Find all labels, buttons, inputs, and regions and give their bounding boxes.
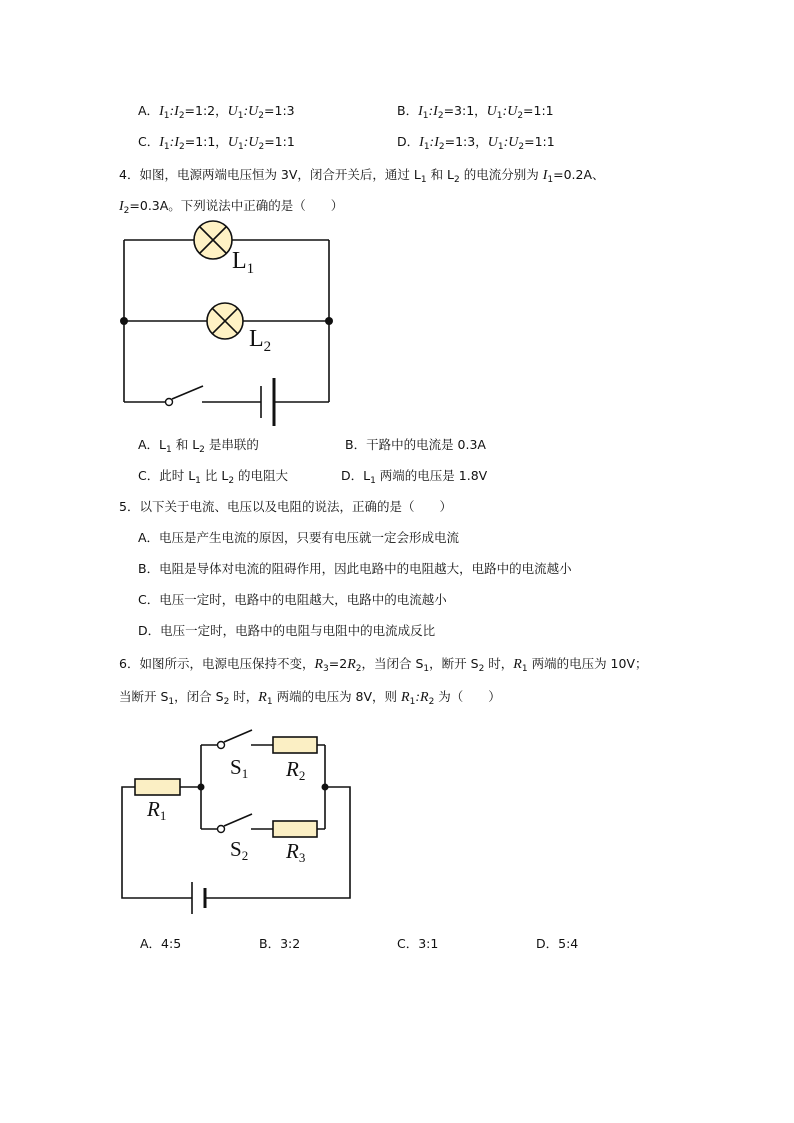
resistor-r1-label: R1 <box>147 797 167 823</box>
q5-option-d: D．电压一定时，电路中的电阻与电阻中的电流成反比 <box>138 623 436 638</box>
switch-s1-blade <box>224 730 252 742</box>
q6-junction-right <box>322 784 329 791</box>
q6-option-a: A．4:5 <box>140 936 182 951</box>
q3-option-b: B．$I_1:I_2=3:1$，$U_1:U_2=1:1$ <box>397 103 554 121</box>
q6-option-c: C．3:1 <box>397 936 439 951</box>
q3-option-c: C．$I_1:I_2=1:1$，$U_1:U_2=1:1$ <box>138 134 295 152</box>
switch-s1-pivot <box>218 742 225 749</box>
q5-option-b: B．电阻是导体对电流的阻碍作用，因此电路中的电阻越大，电路中的电流越小 <box>138 561 572 576</box>
q4-option-c: C．此时 $L_1$ 比 $L_2$ 的电阻大 <box>138 468 289 486</box>
lamp-l2-label: $L_2$ <box>249 326 272 355</box>
resistor-r2-icon <box>273 737 317 753</box>
q5-option-a: A．电压是产生电流的原因，只要有电压就一定会形成电流 <box>138 530 460 545</box>
q3-option-a: A．$I_1:I_2=1:2$，$U_1:U_2=1:3$ <box>138 103 295 121</box>
resistor-r3-icon <box>273 821 317 837</box>
q5-stem: 5．以下关于电流、电压以及电阻的说法，正确的是（ ） <box>119 499 452 514</box>
q4-stem-line2: $I_2=0.3A$。下列说法中正确的是（ ） <box>119 198 344 216</box>
q4-option-a: A．$L_1$ 和 $L_2$ 是串联的 <box>138 437 259 455</box>
q6-wire-bottom <box>205 787 350 898</box>
q6-stem-line1: 6．如图所示，电源电压保持不变，$R_3=2R_2$，当闭合 $S_1$，断开 $S_2$ 时，$R_1$ 两端的电压为 10V； <box>119 656 648 674</box>
q5-option-c: C．电压一定时，电路中的电阻越大，电路中的电流越小 <box>138 592 447 607</box>
switch-s2-pivot <box>218 826 225 833</box>
resistor-r2-label: R2 <box>286 757 306 783</box>
q4-stem-line1: 4．如图，电源两端电压恒为 3V，闭合开关后，通过 $L_1$ 和 $L_2$ 的电流分别为 $I_1=0.2A$、 <box>119 167 605 185</box>
switch-s2-label: S2 <box>230 837 249 863</box>
switch-s2-blade <box>224 814 252 826</box>
q3-option-d: D．$I_1:I_2=1:3$，$U_1:U_2=1:1$ <box>397 134 555 152</box>
q6-junction-left <box>198 784 205 791</box>
resistor-r1-icon <box>135 779 180 795</box>
resistor-r3-label: R3 <box>286 839 306 865</box>
switch-s1-label: S1 <box>230 755 249 781</box>
q6-option-b: B．3:2 <box>259 936 301 951</box>
q4-option-b: B．干路中的电流是 0.3A <box>345 437 486 452</box>
q6-option-d: D．5:4 <box>536 936 579 951</box>
q6-stem-line2: 当断开 $S_1$，闭合 $S_2$ 时，$R_1$ 两端的电压为 8V，则 $R_1:R_2$ 为（ ） <box>119 689 501 707</box>
lamp-l1-label: $L_1$ <box>232 248 255 277</box>
q4-option-d: D．$L_1$ 两端的电压是 1.8V <box>341 468 488 486</box>
